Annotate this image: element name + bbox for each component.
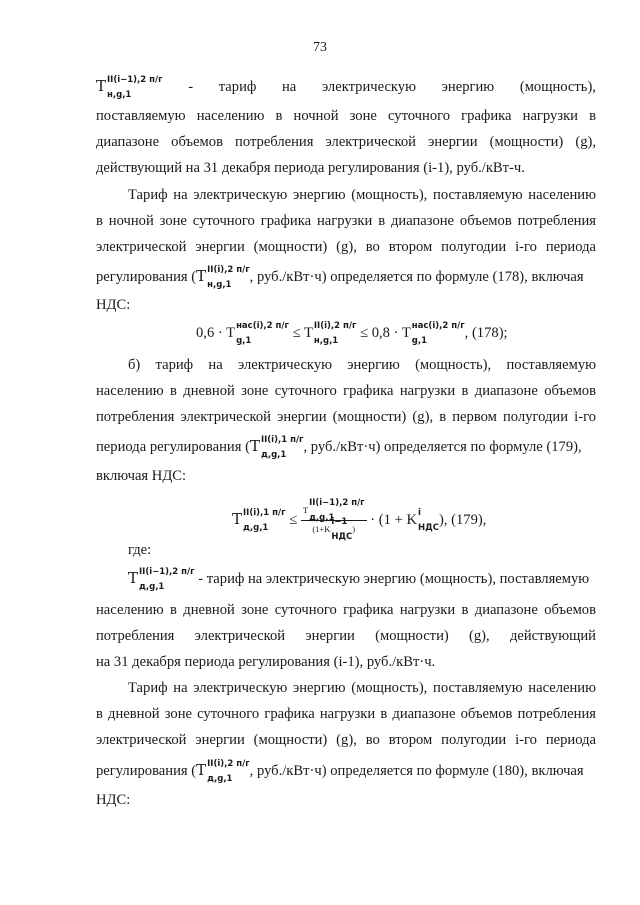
where-label: где: (128, 542, 152, 558)
p1-line3: диапазоне объемов потребления электрической энергии (мощности) (g), (96, 134, 596, 150)
p2-line2: в ночной зоне суточного графика нагрузки в диапазоне объемов потребления (96, 213, 596, 229)
p1-line1: T II(i−1),2 п/г н,g,1 - тариф на электрическую энергию (мощность), (96, 74, 596, 100)
p2-line5: НДС: (96, 297, 131, 313)
formula-178: 0,6 · T нас(i),2 п/г g,1 ≤ T II(i),2 п/г н,g,1 ≤ 0,8 · T нас(i),2 п/г g,1 , (178); (196, 320, 508, 346)
p4-line2: населению в дневной зоне суточного графика нагрузки в диапазоне объемов (96, 602, 596, 618)
page-number: 73 (313, 40, 327, 55)
p4-line1: T II(i−1),2 п/г д,g,1 - тариф на электрическую энергию (мощность), поставляемую (128, 566, 590, 592)
p5-line3: электрической энергии (мощности) (g), во втором полугодии i-го периода (96, 732, 596, 748)
p3-line1: б) тариф на электрическую энергию (мощность), поставляемую (128, 357, 597, 373)
p3-line5: включая НДС: (96, 468, 187, 484)
p5-line5: НДС: (96, 792, 131, 808)
p2-line3: электрической энергии (мощности) (g), во втором полугодии i-го периода (96, 239, 596, 255)
p4-line3: потребления электрической энергии (мощности) (g), действующий (96, 628, 596, 644)
p4-line4: на 31 декабря периода регулирования (i-1), руб./кВт·ч. (96, 654, 436, 670)
p5-line2: в дневной зоне суточного графика нагрузки в диапазоне объемов потребления (96, 706, 596, 722)
p1-line2: поставляемую населению в ночной зоне суточного графика нагрузки в (96, 108, 596, 124)
formula-179: T II(i),1 п/г д,g,1 ≤ T II(i−1),2 п/г д,g,1 (1+K i−1 НДС ) · (1 + K i НДС ), (179), (232, 498, 487, 542)
p2-line4: регулирования (T II(i),2 п/г н,g,1 , руб./кВт·ч) определяется по формуле (178), включая (96, 264, 584, 290)
fraction: T II(i−1),2 п/г д,g,1 (1+K i−1 НДС ) (302, 498, 365, 542)
p1-line4: действующий на 31 декабря периода регулирования (i-1), руб./кВт-ч. (96, 160, 525, 176)
p5-line4: регулирования (T II(i),2 п/г д,g,1 , руб./кВт·ч) определяется по формуле (180), включая (96, 758, 584, 784)
tariff-symbol: T II(i−1),2 п/г н,g,1 (96, 74, 163, 100)
p2-line1: Тариф на электрическую энергию (мощность), поставляемую населению (128, 187, 596, 203)
p5-line1: Тариф на электрическую энергию (мощность), поставляемую населению (128, 680, 596, 696)
p3-line3: потребления электрической энергии (мощности) (g), в первом полугодии i-го (96, 409, 596, 425)
p3-line4: периода регулирования (T II(i),1 п/г д,g,1 , руб./кВт·ч) определяется по формуле (179), (96, 434, 582, 460)
p3-line2: населению в дневной зоне суточного графика нагрузки в диапазоне объемов (96, 383, 596, 399)
